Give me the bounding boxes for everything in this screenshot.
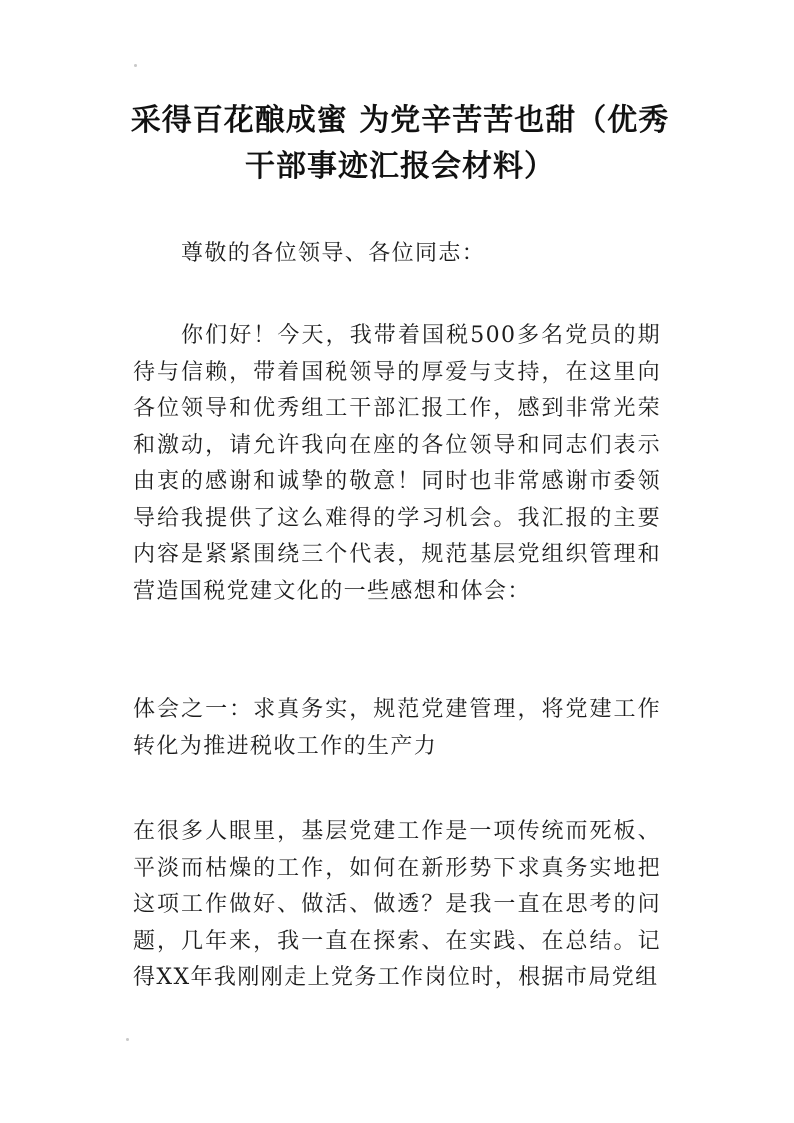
document-title: 采得百花酿成蜜 为党辛苦苦也甜（优秀干部事迹汇报会材料） [130, 103, 670, 184]
scan-speck [134, 64, 137, 67]
section-heading: 体会之一：求真务实，规范党建管理，将党建工作转化为推进税收工作的生产力 [133, 697, 661, 759]
salutation: 尊敬的各位领导、各位同志： [181, 241, 486, 266]
scan-speck [126, 1038, 129, 1041]
intro-paragraph: 你们好！今天，我带着国税500多名党员的期待与信赖，带着国税领导的厚爱与支持，在这里向各位领导和优秀组工干部汇报工作，感到非常光荣和激动，请允许我向在座的各位领导和同志们表示由衷的感谢和诚挚的敬意！同时也非常感谢市委领导给我提供了这么难得的学习机会。我汇报的主要内容是紧紧围绕三个代表，规范基层党组织管理和营造国税党建文化的一些感想和体会： [133, 323, 661, 604]
body-paragraph: 在很多人眼里，基层党建工作是一项传统而死板、平淡而枯燥的工作，如何在新形势下求真务实地把这项工作做好、做活、做透？是我一直在思考的问题，几年来，我一直在探索、在实践、在总结。记得XX年我刚刚走上党务工作岗位时，根据市局党组 [133, 819, 661, 990]
